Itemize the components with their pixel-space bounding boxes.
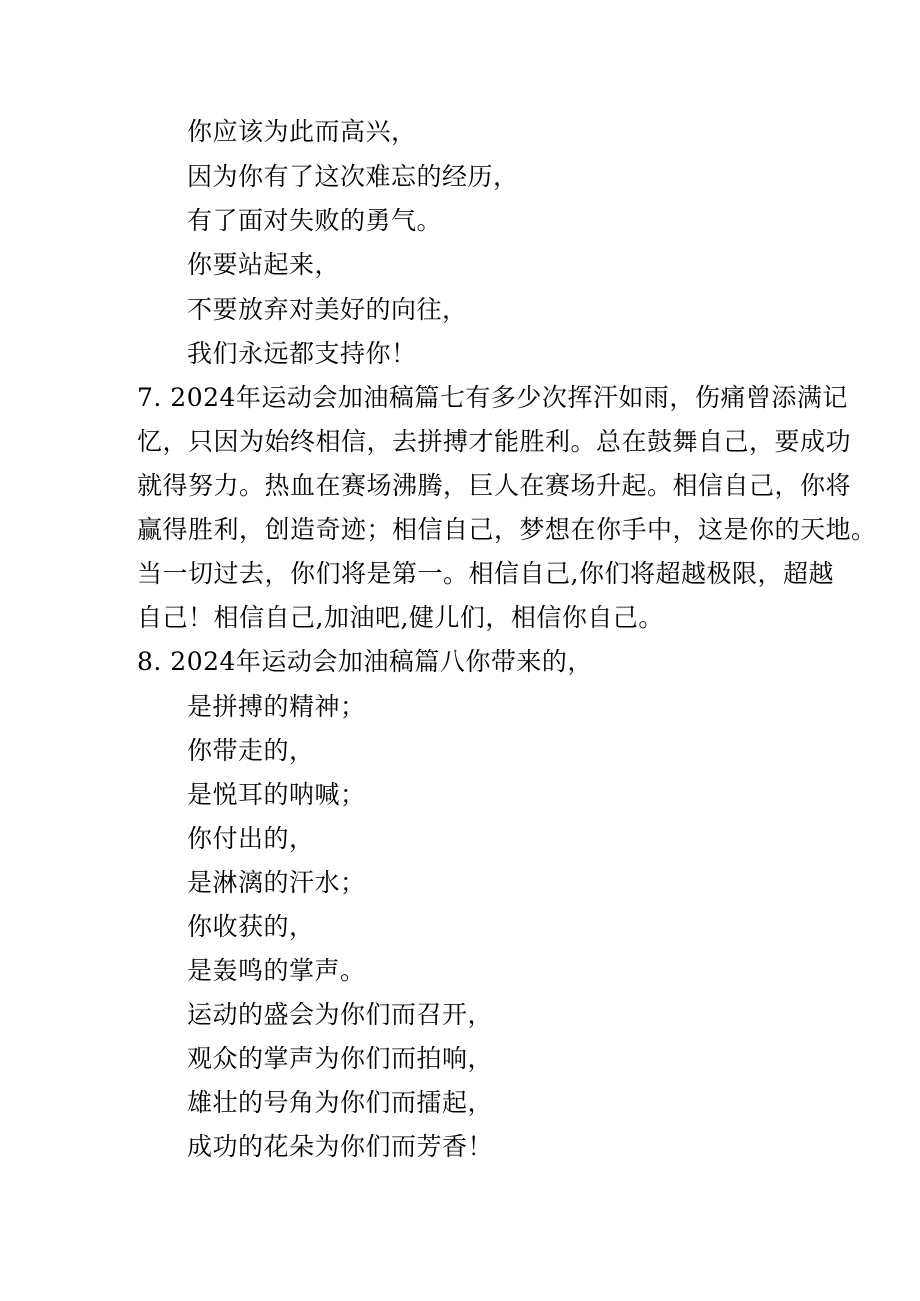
- poem-line: 因为你有了这次难忘的经历，: [187, 162, 519, 191]
- poem-line: 是悦耳的呐喊；: [187, 780, 366, 809]
- item7-line: 7. 2024年运动会加油稿篇七有多少次挥汗如雨，伤痛曾添满记: [137, 383, 848, 412]
- item7-line: 就得努力。热血在赛场沸腾，巨人在赛场升起。相信自己，你将: [137, 471, 852, 500]
- poem-line: 你要站起来，: [187, 250, 341, 279]
- item7-line: 赢得胜利，创造奇迹；相信自己，梦想在你手中，这是你的天地。: [137, 515, 877, 544]
- poem-line: 不要放弃对美好的向往，: [187, 295, 468, 324]
- poem-line: 是拼搏的精神；: [187, 692, 366, 721]
- poem-line: 运动的盛会为你们而召开，: [187, 1000, 494, 1029]
- item8-heading: 8. 2024年运动会加油稿篇八你带来的，: [137, 647, 593, 676]
- poem-line: 雄壮的号角为你们而擂起，: [187, 1088, 494, 1117]
- poem-line: 是淋漓的汗水；: [187, 868, 366, 897]
- poem-line: 我们永远都支持你！: [187, 339, 417, 368]
- poem-line: 你应该为此而高兴，: [187, 117, 417, 146]
- poem-line: 你收获的，: [187, 912, 315, 941]
- poem-line: 你带走的，: [187, 736, 315, 765]
- poem-line: 是轰鸣的掌声。: [187, 956, 366, 985]
- poem-line: 成功的花朵为你们而芳香！: [187, 1132, 494, 1161]
- item7-line: 当一切过去，你们将是第一。相信自己,你们将超越极限，超越: [137, 559, 834, 588]
- poem-line: 有了面对失败的勇气。: [187, 206, 443, 235]
- item7-line: 忆，只因为始终相信，去拼搏才能胜利。总在鼓舞自己，要成功: [137, 427, 852, 456]
- poem-line: 观众的掌声为你们而拍响，: [187, 1044, 494, 1073]
- item7-line: 自己！相信自己,加油吧,健儿们，相信你自己。: [137, 603, 664, 632]
- poem-line: 你付出的，: [187, 824, 315, 853]
